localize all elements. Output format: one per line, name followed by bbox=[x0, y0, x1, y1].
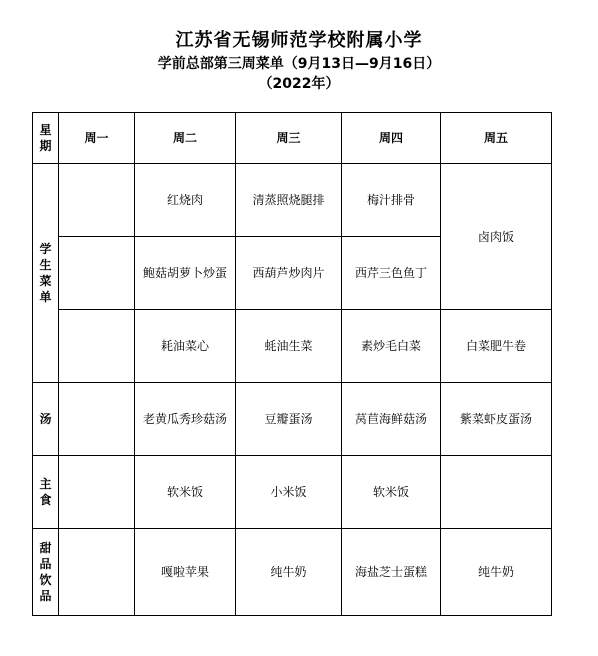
dessert-wed: 纯牛奶 bbox=[236, 529, 342, 616]
soup-tue: 老黄瓜秀珍菇汤 bbox=[135, 383, 236, 456]
staple-label: 主食 bbox=[39, 477, 52, 507]
dessert-mon bbox=[59, 529, 135, 616]
student-dishes-label: 学生菜单 bbox=[39, 242, 52, 304]
soup-label-cell bbox=[33, 383, 59, 456]
staple-tue: 软米饭 bbox=[135, 456, 236, 529]
dessert-fri: 纯牛奶 bbox=[441, 529, 552, 616]
student-dishes-label-cell bbox=[33, 164, 59, 383]
dish-tue-1: 红烧肉 bbox=[135, 164, 236, 237]
menu-year: （2022年） bbox=[258, 76, 340, 92]
staple-wed: 小米饭 bbox=[236, 456, 342, 529]
dish-mon-3 bbox=[59, 310, 135, 383]
day-header-tue: 周二 bbox=[135, 113, 236, 164]
table-row bbox=[33, 310, 552, 383]
table-header-row bbox=[33, 113, 552, 164]
day-header-fri: 周五 bbox=[441, 113, 552, 164]
staple-label-cell bbox=[33, 456, 59, 529]
dish-thu-3: 素炒毛白菜 bbox=[342, 310, 441, 383]
menu-header bbox=[0, 28, 598, 94]
soup-fri: 紫菜虾皮蛋汤 bbox=[441, 383, 552, 456]
dish-mon-2 bbox=[59, 237, 135, 310]
table-row bbox=[33, 456, 552, 529]
dish-thu-1: 梅汁排骨 bbox=[342, 164, 441, 237]
day-header-wed: 周三 bbox=[236, 113, 342, 164]
dessert-label: 甜品饮品 bbox=[39, 541, 52, 603]
dish-thu-2: 西芹三色鱼丁 bbox=[342, 237, 441, 310]
dish-fri-3: 白菜肥牛卷 bbox=[441, 310, 552, 383]
dish-wed-2: 西葫芦炒肉片 bbox=[236, 237, 342, 310]
dessert-thu: 海盐芝士蛋糕 bbox=[342, 529, 441, 616]
day-header-thu: 周四 bbox=[342, 113, 441, 164]
corner-label: 星期 bbox=[39, 123, 52, 153]
dish-tue-2: 鲍菇胡萝卜炒蛋 bbox=[135, 237, 236, 310]
school-title: 江苏省无锡师范学校附属小学 bbox=[175, 30, 423, 51]
dish-wed-3: 蚝油生菜 bbox=[236, 310, 342, 383]
dessert-tue: 嘎啦苹果 bbox=[135, 529, 236, 616]
soup-mon bbox=[59, 383, 135, 456]
staple-thu: 软米饭 bbox=[342, 456, 441, 529]
soup-thu: 莴苣海鲜菇汤 bbox=[342, 383, 441, 456]
weekly-menu-table bbox=[32, 112, 552, 616]
day-header-mon: 周一 bbox=[59, 113, 135, 164]
soup-wed: 豆瓣蛋汤 bbox=[236, 383, 342, 456]
menu-subtitle: 学前总部第三周菜单（9月13日—9月16日） bbox=[157, 56, 441, 72]
corner-label-cell bbox=[33, 113, 59, 164]
dessert-label-cell bbox=[33, 529, 59, 616]
table-row bbox=[33, 529, 552, 616]
dish-fri-merged: 卤肉饭 bbox=[441, 164, 552, 310]
dish-tue-3: 耗油菜心 bbox=[135, 310, 236, 383]
dish-wed-1: 清蒸照烧腿排 bbox=[236, 164, 342, 237]
staple-fri bbox=[441, 456, 552, 529]
table-row bbox=[33, 164, 552, 237]
table-row bbox=[33, 383, 552, 456]
staple-mon bbox=[59, 456, 135, 529]
soup-label: 汤 bbox=[39, 412, 52, 426]
dish-mon-1 bbox=[59, 164, 135, 237]
